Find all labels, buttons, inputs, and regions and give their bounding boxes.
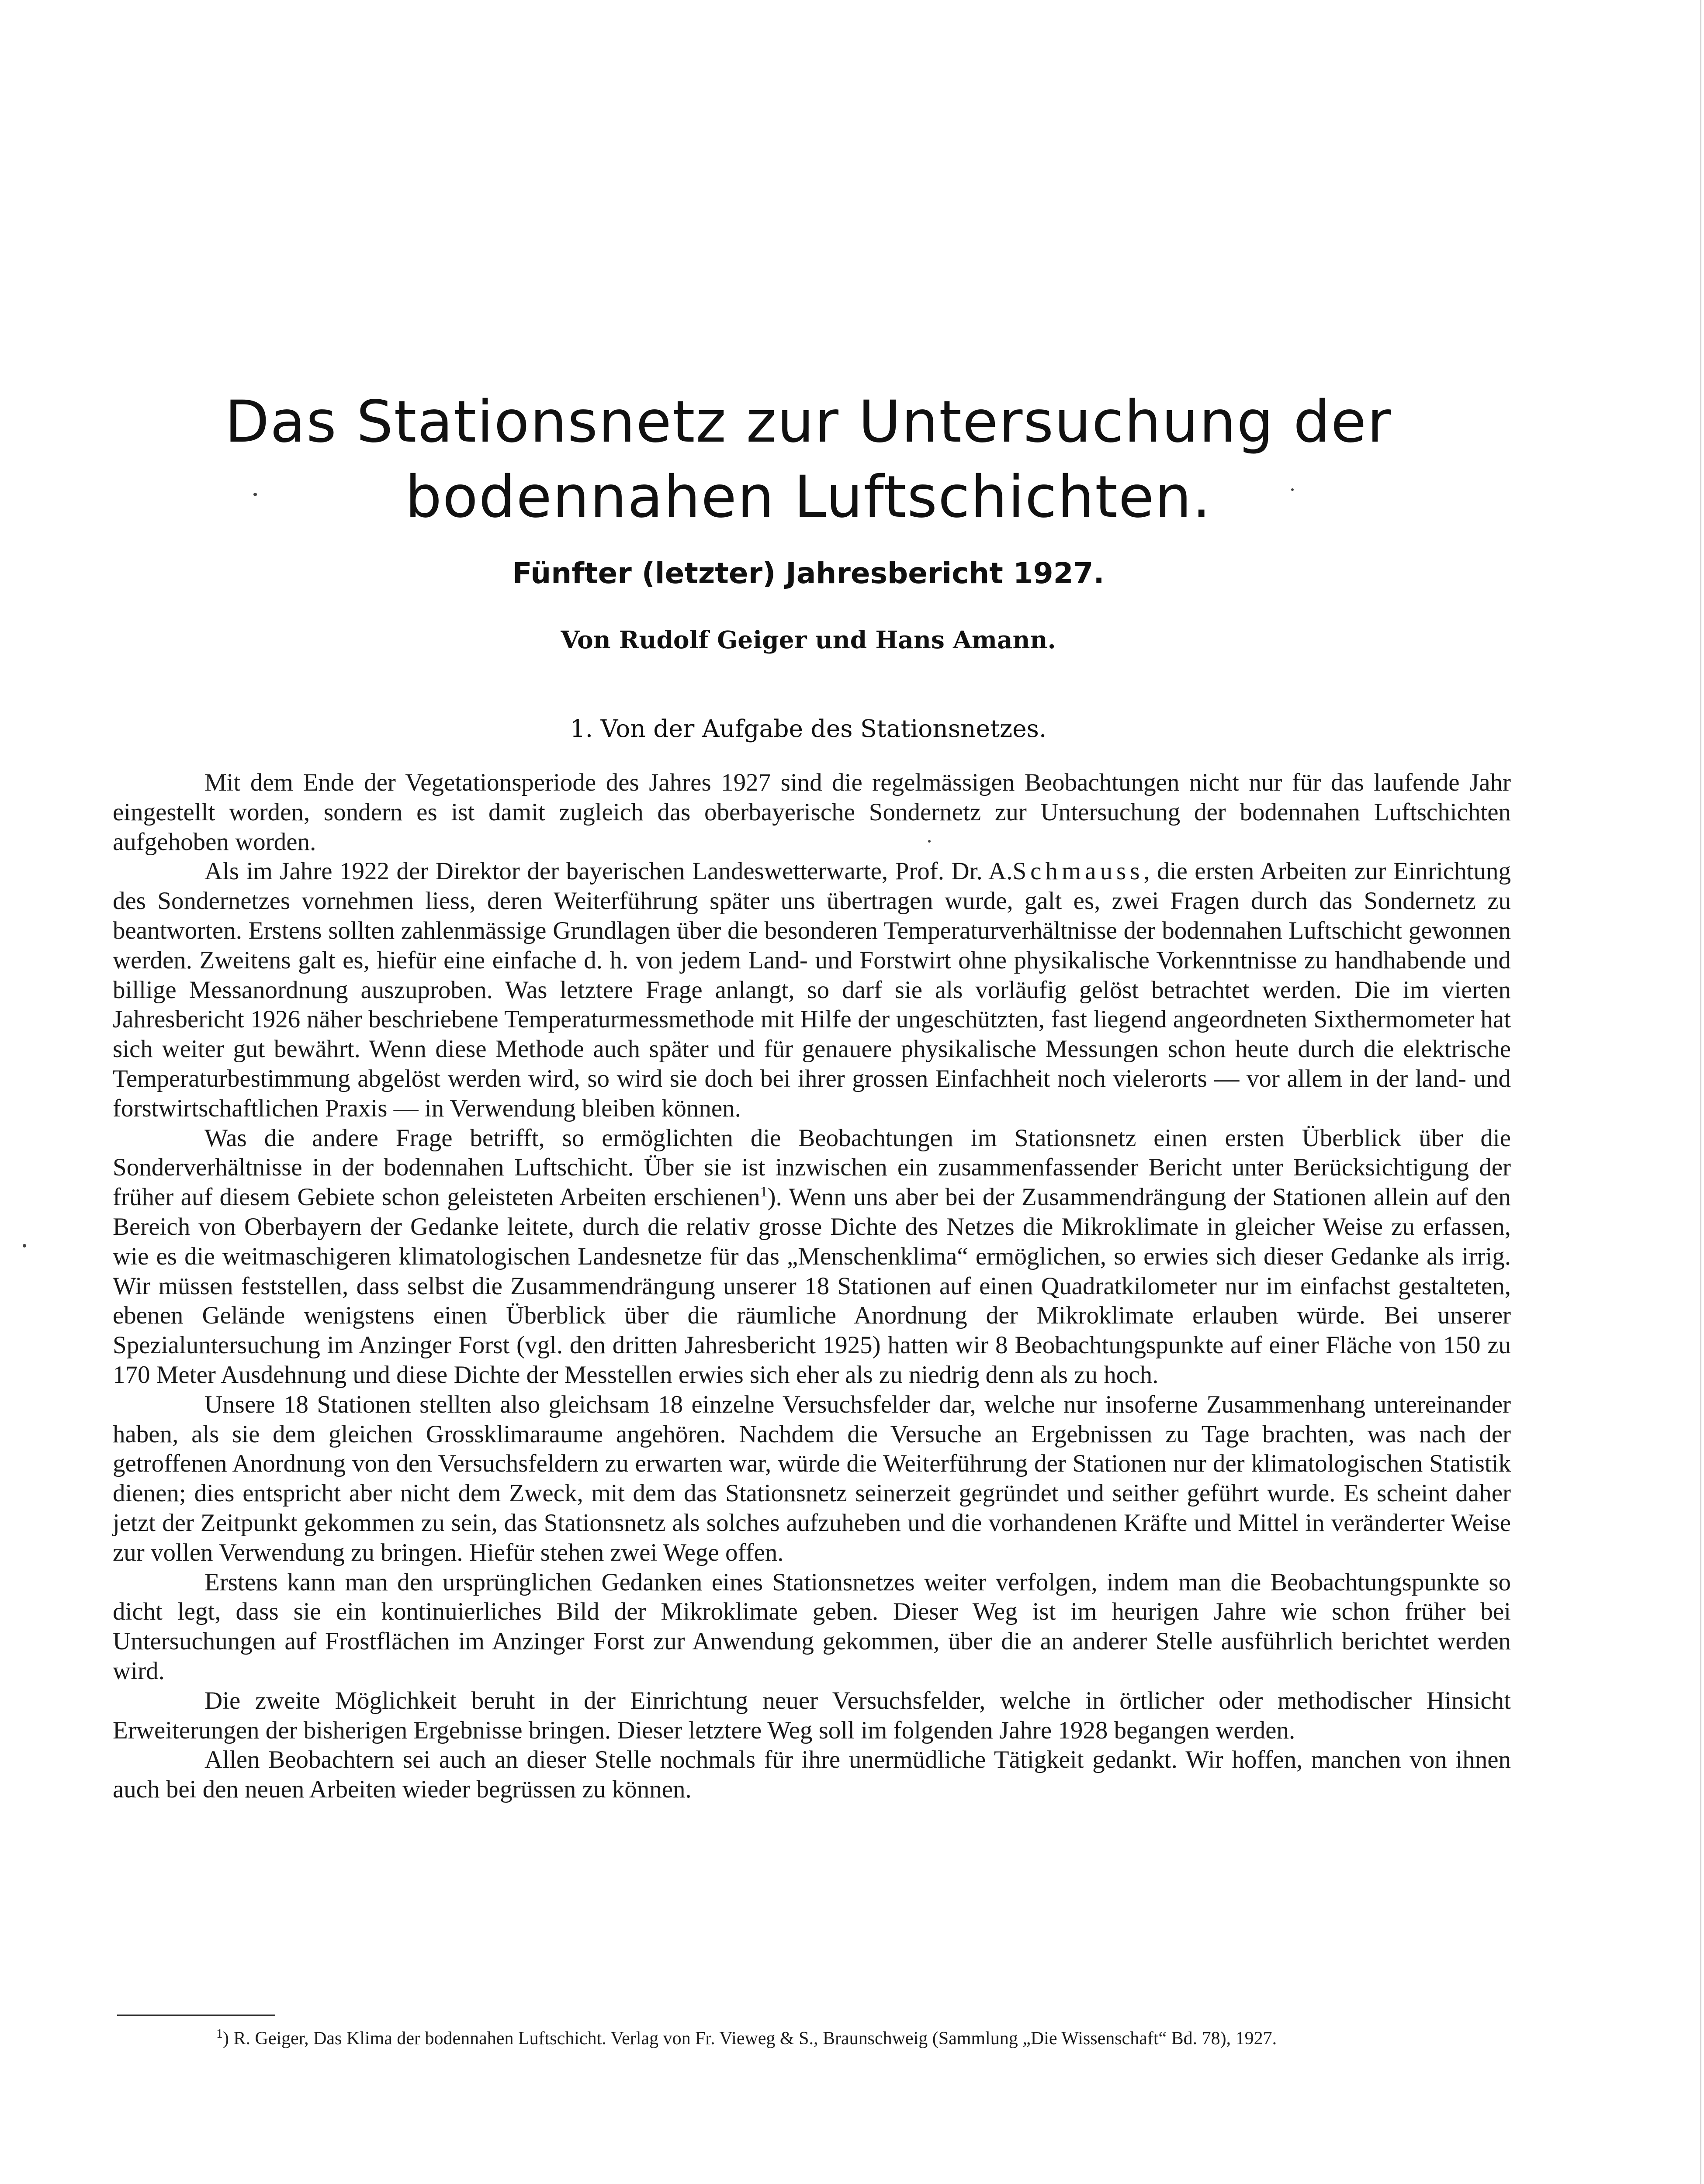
body-text	[113, 768, 1511, 1804]
scan-speck	[253, 493, 257, 496]
paragraph-7: Allen Beobachtern sei auch an dieser Stelle nochmals für ihre unermüdliche Tätigkeit gedankt. Wir hoffen, manchen von ihnen auch bei den neuen Arbeiten wieder begrüssen zu können.	[113, 1746, 1511, 1804]
scan-speck	[23, 1244, 26, 1248]
paragraph-4: Unsere 18 Stationen stellten also gleichsam 18 einzelne Versuchsfelder dar, welche nur insoferne Zusammenhang untereinander haben, als sie dem gleichen Grossklimaraume angehören. Nachdem die Versuche an Ergebnissen zu Tage brachten, was nach der getroffenen Anordnung von den Versuchsfeldern zu erwarten war, würde die Weiterführung der Stationen nur der klimatologischen Statistik dienen; dies entspricht aber nicht dem Zweck, mit dem das Stationsnetz seinerzeit gegründet und seither geführt wurde. Es scheint daher jetzt der Zeitpunkt gekommen zu sein, das Stationsnetz als solches aufzuheben und die vorhandenen Kräfte und Mittel in veränderter Weise zur vollen Verwendung zu bringen. Hiefür stehen zwei Wege offen.	[113, 1390, 1511, 1566]
paragraph-3	[113, 1123, 1511, 1390]
footnote-text: ) R. Geiger, Das Klima der bodennahen Luftschicht. Verlag von Fr. Vieweg & S., Braunschweig (Sammlung „Die Wissenschaft“ Bd. 78), 1927.	[223, 2028, 1277, 2049]
authors-line: Von Rudolf Geiger und Hans Amann.	[561, 625, 1056, 654]
paragraph-6: Die zweite Möglichkeit beruht in der Einrichtung neuer Versuchsfelder, welche in örtlicher oder methodischer Hinsicht Erweiterungen der bisherigen Ergebnisse bringen. Dieser letztere Weg soll im folgenden Jahre 1928 begangen werden.	[113, 1686, 1511, 1744]
scan-speck	[1291, 488, 1294, 491]
footnote-marker: 1	[216, 2026, 223, 2041]
paragraph-2-text-a: Als im Jahre 1922 der Direktor der bayerischen Landeswetterwarte, Prof. Dr. A.	[204, 857, 1013, 885]
document-title	[109, 384, 1507, 535]
paragraph-3-text-b: ). Wenn uns aber bei der Zusammendrängung der Stationen allein auf den Bereich von Oberbayern der Gedanke leitete, durch die relativ grosse Dichte des Netzes die Mikroklimate in gleicher Weise zu erfassen, wie es die weitmaschigeren klimatologischen Landesnetze für das „Menschenklima“ ermöglichen, so erwies sich dieser Gedanke als irrig. Wir müssen feststellen, dass selbst die Zusammendrängung unserer 18 Stationen auf einen Quadratkilometer nur im einfachst gestalteten, ebenen Gelände wenigstens einen Überblick über die räumliche Anordnung der Mikroklimate erlauben würde. Bei unserer Spezialuntersuchung im Anzinger Forst (vgl. den dritten Jahresbericht 1925) hatten wir 8 Beobachtungspunkte auf einer Fläche von 150 zu 170 Meter Ausdehnung und diese Dichte der Messtellen erwies sich eher als zu niedrig denn als zu hoch.	[113, 1183, 1511, 1389]
footnote-separator	[117, 2015, 275, 2016]
footnote	[216, 2025, 1523, 2052]
footnote-reference: 1	[760, 1184, 768, 1200]
document-subtitle: Fünfter (letzter) Jahresbericht 1927.	[512, 556, 1105, 590]
paragraph-5: Erstens kann man den ursprünglichen Gedanken eines Stationsnetzes weiter verfolgen, indem man die Beobachtungspunkte so dicht legt, dass sie ein kontinuierliches Bild der Mikroklimate geben. Dieser Weg ist im heurigen Jahre wie schon früher bei Untersuchungen auf Frostflächen im Anzinger Forst zur Anwendung gekommen, über die an anderer Stelle ausführlich berichtet werden wird.	[113, 1568, 1511, 1685]
title-line-2: bodennahen Luftschichten.	[405, 463, 1212, 531]
title-line-1: Das Stationsnetz zur Untersuchung der	[225, 388, 1392, 456]
section-heading: 1. Von der Aufgabe des Stationsnetzes.	[570, 715, 1047, 743]
paragraph-2	[113, 857, 1511, 1123]
author-name-schmauss: Schmauss	[1012, 857, 1144, 885]
paragraph-1: Mit dem Ende der Vegetationsperiode des Jahres 1927 sind die regelmässigen Beobachtungen nicht nur für das laufende Jahr eingestellt worden, sondern es ist damit zugleich das oberbayerische Sondernetz zur Untersuchung der bodennahen Luftschichten aufgehoben worden.	[113, 769, 1511, 856]
paragraph-2-text-b: , die ersten Arbeiten zur Einrichtung des Sondernetzes vornehmen liess, deren Weiterführung später uns übertragen wurde, galt es, zwei Fragen durch das Sondernetz zu beantworten. Erstens sollten zahlenmässige Grundlagen über die besonderen Temperaturverhältnisse der bodennahen Luftschicht gewonnen werden. Zweitens galt es, hiefür eine einfache d. h. von jedem Land- und Forstwirt ohne physikalische Vorkenntnisse zu handhabende und billige Messanordnung auszuproben. Was letztere Frage anlangt, so darf sie als vorläufig gelöst betrachtet werden. Die im vierten Jahresbericht 1926 näher beschriebene Temperaturmessmethode mit Hilfe der ungeschützten, fast liegend angeordneten Sixthermometer hat sich weiter gut bewährt. Wenn diese Methode auch später und für genauere physikalische Messungen schon heute durch die elektrische Temperaturbestimmung abgelöst werden wird, so wird sie doch bei ihrer grossen Einfachheit noch vielerorts — vor allem in der land- und forstwirtschaftlichen Praxis — in Verwendung bleiben können.	[113, 857, 1511, 1122]
scan-speck	[928, 840, 931, 843]
scan-edge-line	[1700, 0, 1701, 2184]
paragraph-3-text-a: Was die andere Frage betrifft, so ermöglichten die Beobachtungen im Stationsnetz einen ersten Überblick über die Sonderverhältnisse in der bodennahen Luftschicht. Über sie ist inzwischen ein zusammenfassender Bericht unter Berücksichtigung der früher auf diesem Gebiete schon geleisteten Arbeiten erschienen	[113, 1124, 1511, 1211]
